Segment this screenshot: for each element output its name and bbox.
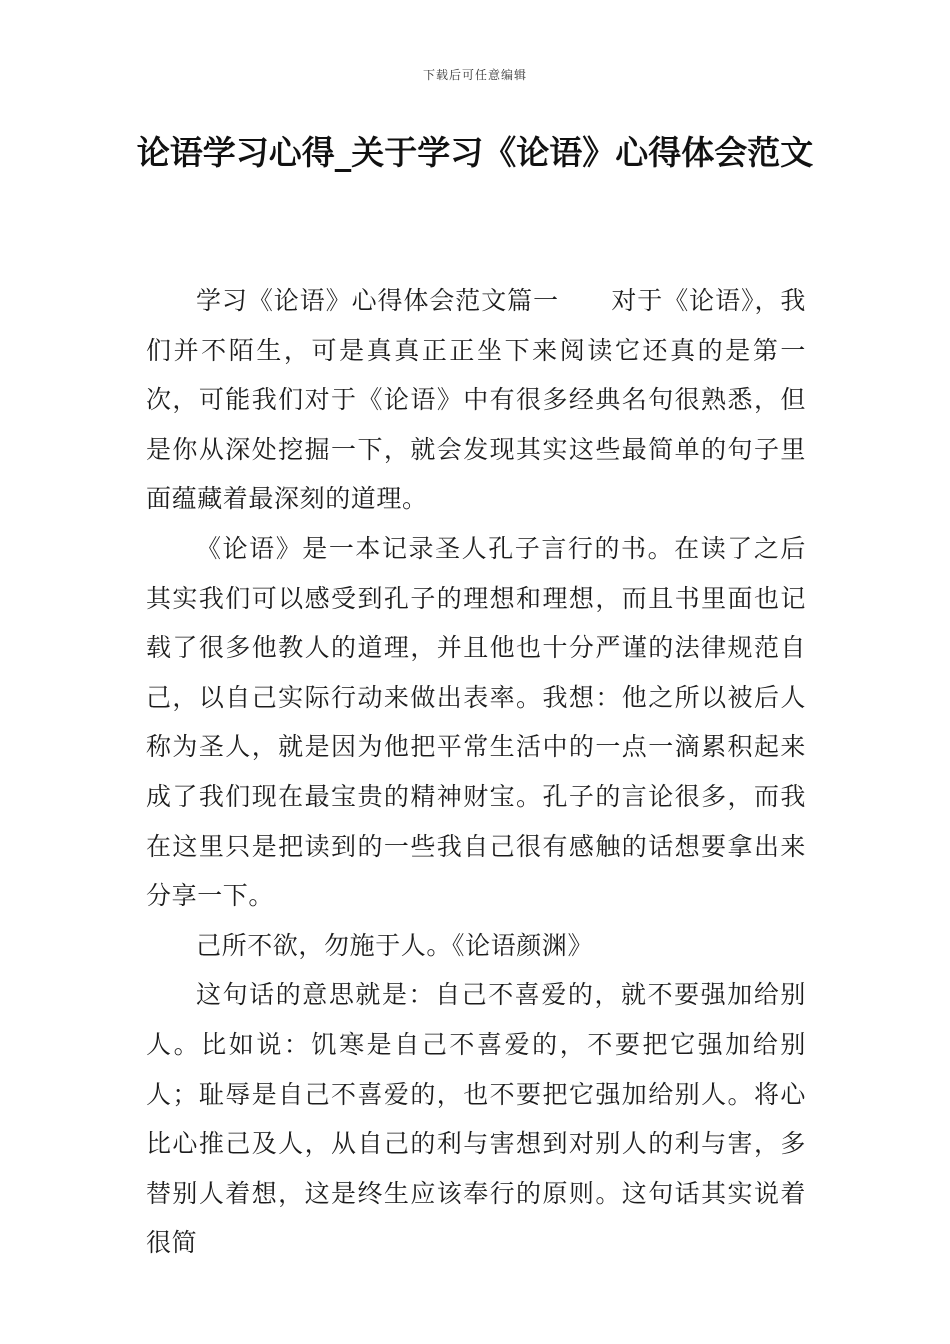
document-body [146,276,806,1268]
page-title: 论语学习心得_关于学习《论语》心得体会范文 [136,133,814,172]
paragraph-3: 己所不欲，勿施于人。《论语颜渊》 [196,930,594,960]
paragraph-4: 这句话的意思就是：自己不喜爱的，就不要强加给别人。比如说：饥寒是自己不喜爱的，不要把它强加给别人；耻辱是自己不喜爱的，也不要把它强加给别人。将心比心推己及人，从自己的利与害想到对别人的利与害，多替别人着想，这是终生应该奉行的原则。这句话其实说着很简 [146,980,806,1258]
paragraph-2: 《论语》是一本记录圣人孔子言行的书。在读了之后其实我们可以感受到孔子的理想和理想，而且书里面也记载了很多他教人的道理，并且他也十分严谨的法律规范自己，以自己实际行动来做出表率。我想：他之所以被后人称为圣人，就是因为他把平常生活中的一点一滴累积起来成了我们现在最宝贵的精神财宝。孔子的言论很多，而我在这里只是把读到的一些我自己很有感触的话想要拿出来分享一下。 [146,533,806,911]
paragraph-1-text: 对于《论语》，我们并不陌生，可是真真正正坐下来阅读它还真的是第一次，可能我们对于《论语》中有很多经典名句很熟悉，但是你从深处挖掘一下，就会发现其实这些最简单的句子里面蕴藏着最深刻的道理。 [146,286,806,514]
header-note: 下载后可任意编辑 [422,68,527,82]
paragraph-1 [146,276,806,524]
paragraph-1-lead: 学习《论语》心得体会范文篇一 [196,286,560,315]
